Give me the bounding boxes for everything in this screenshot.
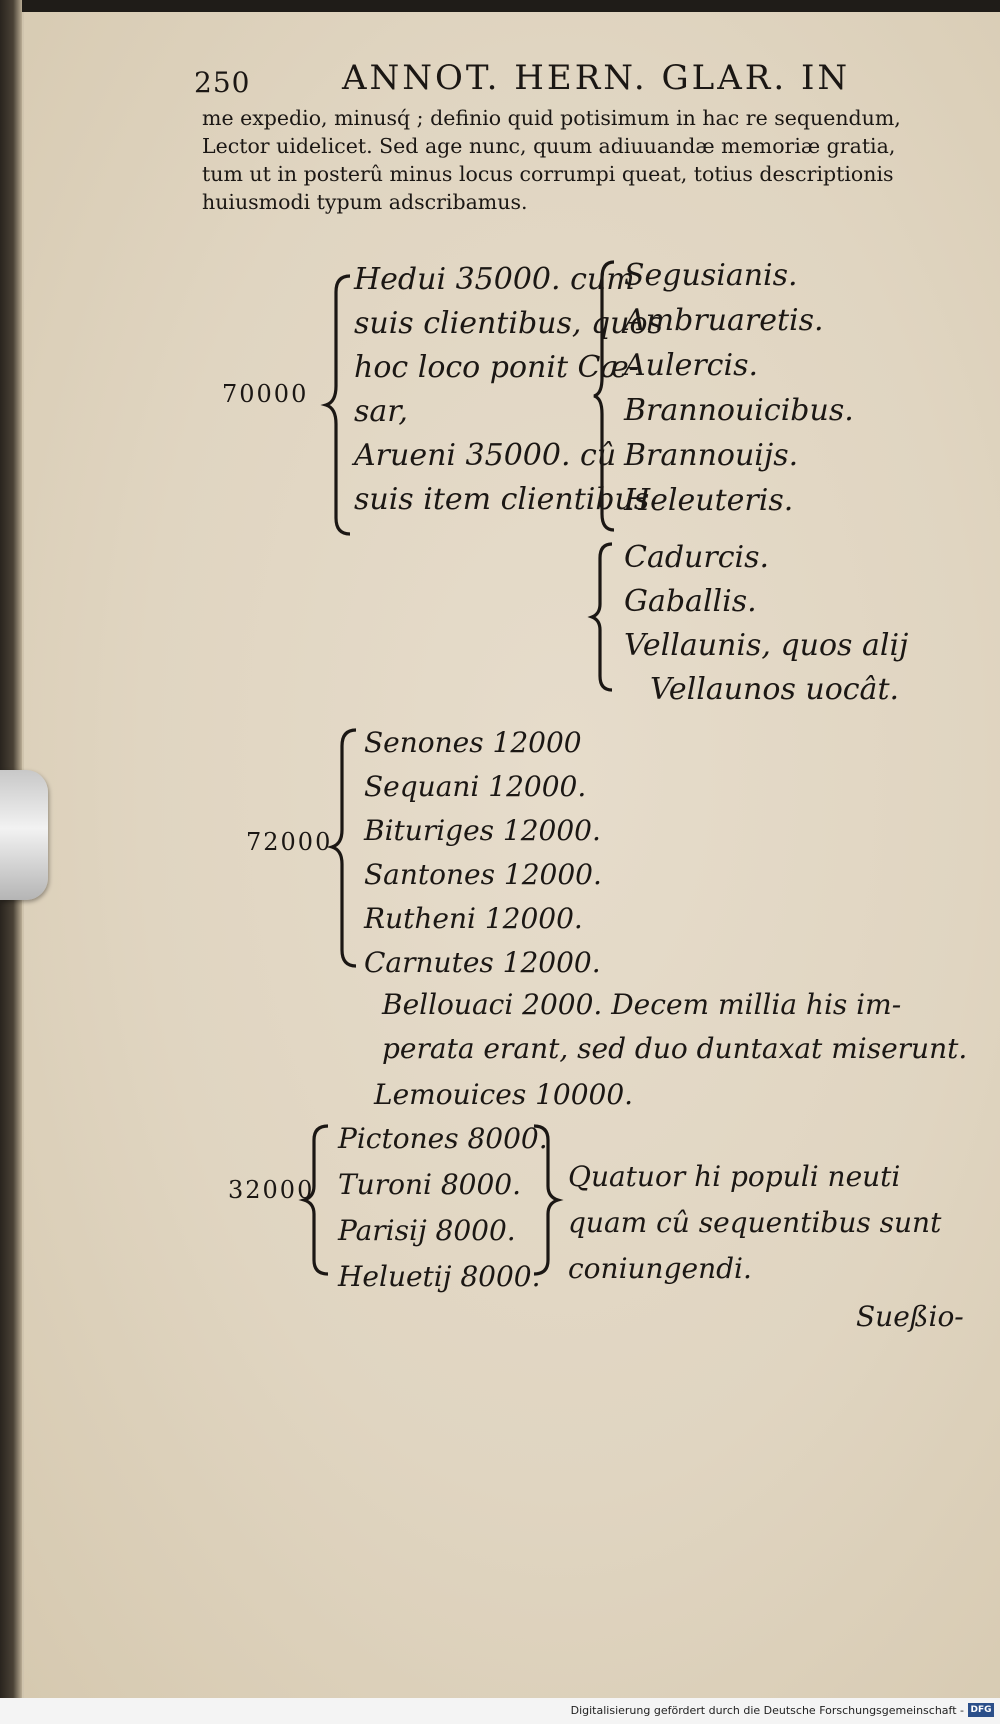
intro-line: Lector uidelicet. Sed age nunc, quum adiuuandæ memoriæ gratia, [202,134,896,158]
dfg-logo: DFG [968,1703,994,1717]
note-line: Lemouices 10000. [374,1078,634,1111]
group3-total: 32000 [228,1176,315,1204]
intro-line: tum ut in posterû minus locus corrumpi queat, totius descriptionis [202,162,894,186]
group3-line: Turoni 8000. [338,1168,521,1201]
book-page [24,12,1000,1698]
group2-line: Santones 12000. [364,858,602,891]
clients-b-item: Cadurcis. [624,540,770,575]
running-title: ANNOT. HERN. GLAR. IN [342,58,851,98]
intro-line: me expedio, minusq́ ; definio quid potisimum in hac re sequendum, [202,106,901,130]
group1-line: Hedui 35000. cum [354,262,635,297]
group2-line: Rutheni 12000. [364,902,583,935]
group1-line: suis clientibus, quos [354,306,663,341]
funding-notice: Digitalisierung gefördert durch die Deutsche Forschungsgemeinschaft - [570,1704,964,1717]
clients-b-brace [590,542,616,692]
clients-a-item: Aulercis. [624,348,759,383]
group3-remark-line: quam cû sequentibus sunt [568,1206,942,1239]
note-line: Bellouaci 2000. Decem millia his im- [382,988,902,1021]
clients-a-item: Segusianis. [624,258,798,293]
group3-remark-line: coniungendi. [568,1252,752,1285]
clients-a-item: Ambruaretis. [624,303,824,338]
group1-line: Arueni 35000. cû [354,438,617,473]
intro-paragraph [202,104,992,216]
catchword: Sueßio- [856,1300,964,1333]
clients-a-brace [592,260,618,532]
group2-left-brace [330,728,360,968]
group1-line: hoc loco ponit Cæ- [354,350,639,385]
group1-line: sar, [354,394,408,429]
group1-total: 70000 [222,380,309,408]
group3-line: Parisij 8000. [338,1214,516,1247]
group2-line: Carnutes 12000. [364,946,601,979]
group1-line: suis item clientibus [354,482,650,517]
clients-a-item: Heleuteris. [624,483,794,518]
footer-bar [0,1698,1000,1724]
viewer-top-border [0,0,1000,12]
group3-line: Pictones 8000. [338,1122,548,1155]
clients-a-item: Brannouijs. [624,438,799,473]
group3-line: Heluetij 8000. [338,1260,541,1293]
group2-total: 72000 [246,828,333,856]
group2-line: Senones 12000 [364,726,582,759]
page-number: 250 [194,66,251,99]
intro-line: huiusmodi typum adscribamus. [202,190,528,214]
group3-left-brace [302,1124,332,1276]
clients-b-item: Vellaunos uocât. [650,672,900,707]
clients-b-item: Vellaunis, quos alij [624,628,909,663]
group2-line: Bituriges 12000. [364,814,601,847]
clients-a-item: Brannouicibus. [624,393,854,428]
page-clip [0,770,48,900]
clients-b-item: Gaballis. [624,584,757,619]
group3-right-brace [532,1124,562,1276]
group1-left-brace [324,274,354,536]
note-line: perata erant, sed duo duntaxat miserunt. [382,1032,968,1065]
group2-line: Sequani 12000. [364,770,587,803]
group3-remark-line: Quatuor hi populi neuti [568,1160,901,1193]
